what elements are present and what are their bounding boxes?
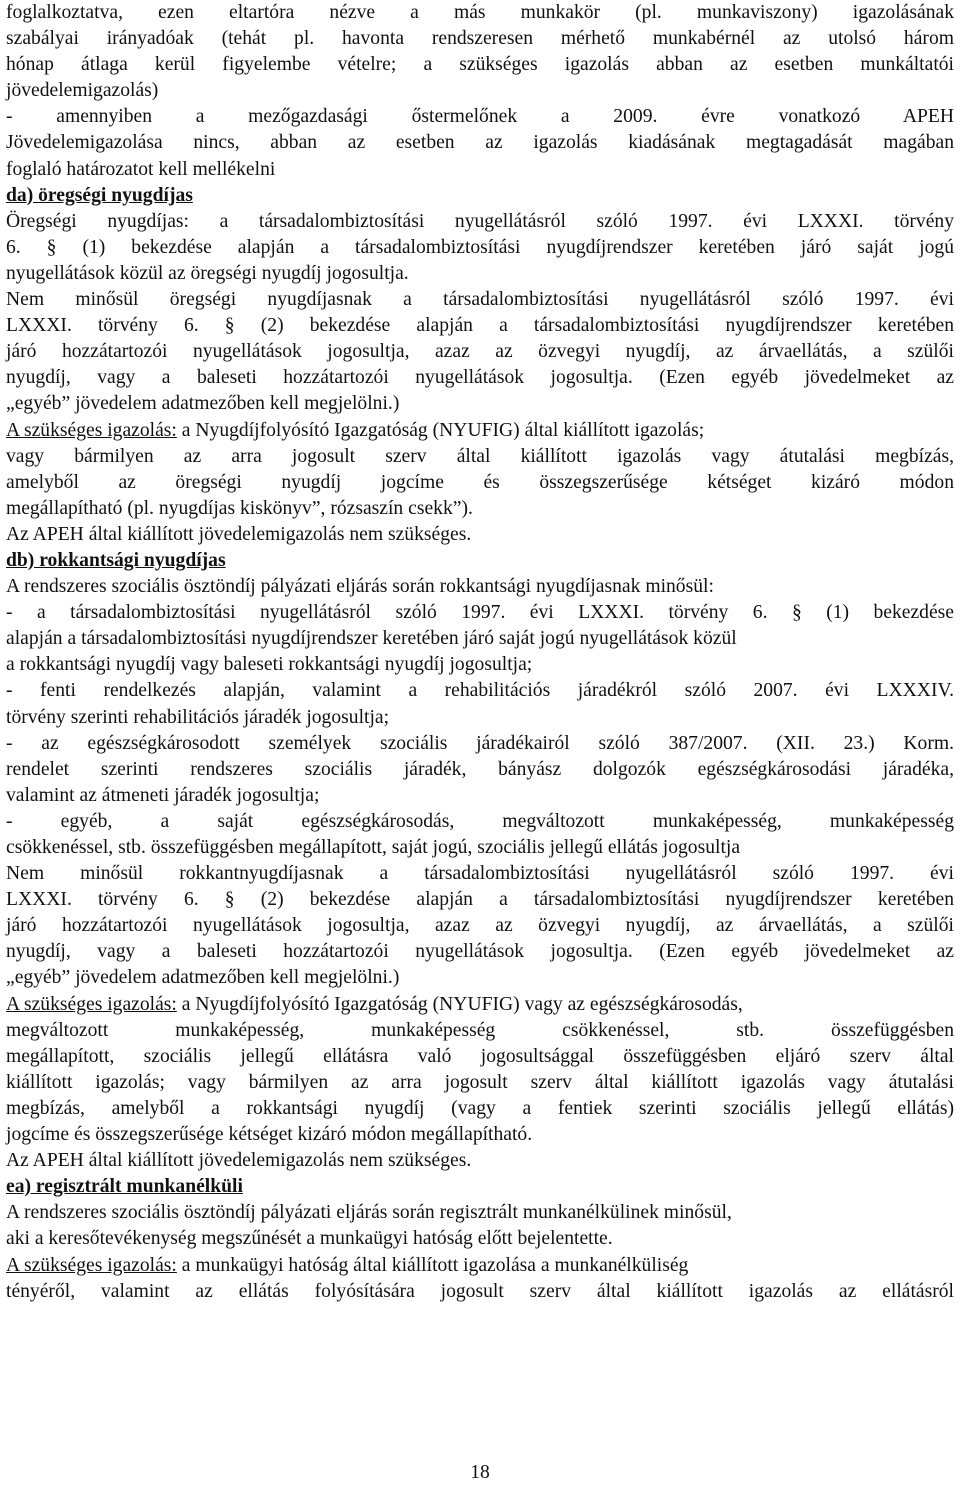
text-line: megváltozott munkaképesség, munkaképesség csökkenéssel, stb. összefüggésben bbox=[6, 1019, 954, 1041]
text-line: 6. § (1) bekezdése alapján a társadalombiztosítási nyugdíjrendszer keretében járó saját jogú bbox=[6, 236, 954, 258]
text-line: LXXXI. törvény 6. § (2) bekezdése alapján a társadalombiztosítási nyugdíjrendszer keretében bbox=[6, 315, 954, 337]
text-line bbox=[6, 418, 954, 444]
heading-text: ea) regisztrált munkanélküli bbox=[6, 1176, 243, 1198]
text-line: amelyből az öregségi nyugdíj jogcíme és összegszerűsége kétséget kizáró módon bbox=[6, 471, 954, 493]
text-line: Öregségi nyugdíjas: a társadalombiztosítási nyugellátásról szóló 1997. évi LXXXI. törvény bbox=[6, 210, 954, 232]
text-line: járó hozzátartozói nyugellátások jogosultja, azaz az özvegyi nyugdíj, az árvaellátás, a szülői bbox=[6, 341, 954, 363]
text-line: Az APEH által kiállított jövedelemigazolás nem szükséges. bbox=[6, 1150, 472, 1172]
text-line: Nem minősül rokkantnyugdíjasnak a társadalombiztosítási nyugellátásról szóló 1997. évi bbox=[6, 863, 954, 885]
text-line: vagy bármilyen az arra jogosult szerv által kiállított igazolás vagy átutalási megbízás, bbox=[6, 445, 954, 467]
text-line bbox=[6, 992, 954, 1018]
section-heading-da bbox=[6, 183, 954, 209]
required-proof-text: a Nyugdíjfolyósító Igazgatóság (NYUFIG) által kiállított igazolás; bbox=[176, 419, 705, 441]
text-line: Jövedelemigazolása nincs, abban az esetben az igazolás kiadásának megtagadását magában bbox=[6, 132, 954, 154]
text-line: rendelet szerinti rendszeres szociális járadék, bányász dolgozók egészségkárosodási járadéka, bbox=[6, 758, 954, 780]
required-proof-text: a Nyugdíjfolyósító Igazgatóság (NYUFIG) vagy az egészségkárosodás, bbox=[176, 993, 743, 1015]
text-line: „egyéb” jövedelem adatmezőben kell megjelölni.) bbox=[6, 393, 400, 415]
text-line: jogcíme és összegszerűsége kétséget kizáró módon megállapítható. bbox=[6, 1124, 533, 1146]
text-line: jövedelemigazolás) bbox=[6, 80, 159, 102]
text-line: járó hozzátartozói nyugellátások jogosultja, azaz az özvegyi nyugdíj, az árvaellátás, a szülői bbox=[6, 915, 954, 937]
required-proof-label: A szükséges igazolás: bbox=[6, 419, 177, 441]
text-line: megbízás, amelyből a rokkantsági nyugdíj (vagy a fentiek szerinti szociális jellegű ellátás) bbox=[6, 1097, 954, 1119]
heading-text: da) öregségi nyugdíjas bbox=[6, 184, 193, 206]
text-line: törvény szerinti rehabilitációs járadék jogosultja; bbox=[6, 706, 390, 728]
text-line: kiállított igazolás; vagy bármilyen az arra jogosult szerv által kiállított igazolás vagy átutalási bbox=[6, 1071, 954, 1093]
text-line: - a társadalombiztosítási nyugellátásról szóló 1997. évi LXXXI. törvény 6. § (1) bekezdése bbox=[6, 602, 954, 624]
text-line: hónap átlaga kerül figyelembe vételre; a szükséges igazolás abban az esetben munkáltatói bbox=[6, 54, 954, 76]
text-line: nyugdíj, vagy a baleseti hozzátartozói nyugellátások jogosultja. (Ezen egyéb jövedelmeket az bbox=[6, 367, 954, 389]
text-line: valamint az átmeneti járadék jogosultja; bbox=[6, 784, 320, 806]
text-line: - fenti rendelkezés alapján, valamint a rehabilitációs járadékról szóló 2007. évi LXXXIV. bbox=[6, 680, 954, 702]
text-line: megállapított, szociális jellegű ellátásra való jogosultsággal összefüggésben eljáró szerv által bbox=[6, 1045, 954, 1067]
text-line bbox=[6, 1253, 954, 1279]
heading-text: db) rokkantsági nyugdíjas bbox=[6, 549, 226, 571]
text-line: alapján a társadalombiztosítási nyugdíjrendszer keretében járó saját jogú nyugellátások közül bbox=[6, 628, 737, 650]
text-line: aki a keresőtevékenység megszűnését a munkaügyi hatóság előtt bejelentette. bbox=[6, 1228, 613, 1250]
text-line: nyugdíj, vagy a baleseti hozzátartozói nyugellátások jogosultja. (Ezen egyéb jövedelmeket az bbox=[6, 941, 954, 963]
page-number: 18 bbox=[470, 1462, 490, 1483]
text-line: Az APEH által kiállított jövedelemigazolás nem szükséges. bbox=[6, 523, 472, 545]
text-line: a rokkantsági nyugdíj vagy baleseti rokkantsági nyugdíj jogosultja; bbox=[6, 654, 533, 676]
required-proof-label: A szükséges igazolás: bbox=[6, 1254, 177, 1276]
text-line: - amennyiben a mezőgazdasági őstermelőnek a 2009. évre vonatkozó APEH bbox=[6, 106, 954, 128]
text-line: Nem minősül öregségi nyugdíjasnak a társadalombiztosítási nyugellátásról szóló 1997. évi bbox=[6, 289, 954, 311]
text-line: szabályai irányadóak (tehát pl. havonta rendszeresen mérhető munkabérnél az utolsó három bbox=[6, 28, 954, 50]
text-line: LXXXI. törvény 6. § (2) bekezdése alapján a társadalombiztosítási nyugdíjrendszer keretében bbox=[6, 889, 954, 911]
text-line: A rendszeres szociális ösztöndíj pályázati eljárás során rokkantsági nyugdíjasnak minősül: bbox=[6, 576, 714, 598]
text-line: - az egészségkárosodott személyek szociális járadékairól szóló 387/2007. (XII. 23.) Korm. bbox=[6, 732, 954, 754]
section-heading-db bbox=[6, 548, 954, 574]
text-line: A rendszeres szociális ösztöndíj pályázati eljárás során regisztrált munkanélkülinek minősül, bbox=[6, 1202, 732, 1224]
document-page bbox=[6, 0, 954, 1484]
text-line: nyugellátások közül az öregségi nyugdíj jogosultja. bbox=[6, 262, 409, 284]
text-line: foglalkoztatva, ezen eltartóra nézve a más munkakör (pl. munkaviszony) igazolásának bbox=[6, 2, 954, 23]
text-line: csökkenéssel, stb. összefüggésben megállapított, saját jogú, szociális jellegű ellátás jogosultja bbox=[6, 837, 741, 858]
text-line: megállapítható (pl. nyugdíjas kiskönyv”, rózsaszín csekk”). bbox=[6, 497, 473, 519]
required-proof-label: A szükséges igazolás: bbox=[6, 993, 177, 1015]
text-line: tényéről, valamint az ellátás folyósítására jogosult szerv által kiállított igazolás az ellátásról bbox=[6, 1280, 954, 1302]
text-line: foglaló határozatot kell mellékelni bbox=[6, 158, 276, 180]
text-line: - egyéb, a saját egészségkárosodás, megváltozott munkaképesség, munkaképesség bbox=[6, 810, 954, 832]
text-line: „egyéb” jövedelem adatmezőben kell megjelölni.) bbox=[6, 967, 400, 989]
section-heading-ea bbox=[6, 1174, 954, 1200]
required-proof-text: a munkaügyi hatóság által kiállított igazolása a munkanélküliség bbox=[176, 1254, 689, 1276]
